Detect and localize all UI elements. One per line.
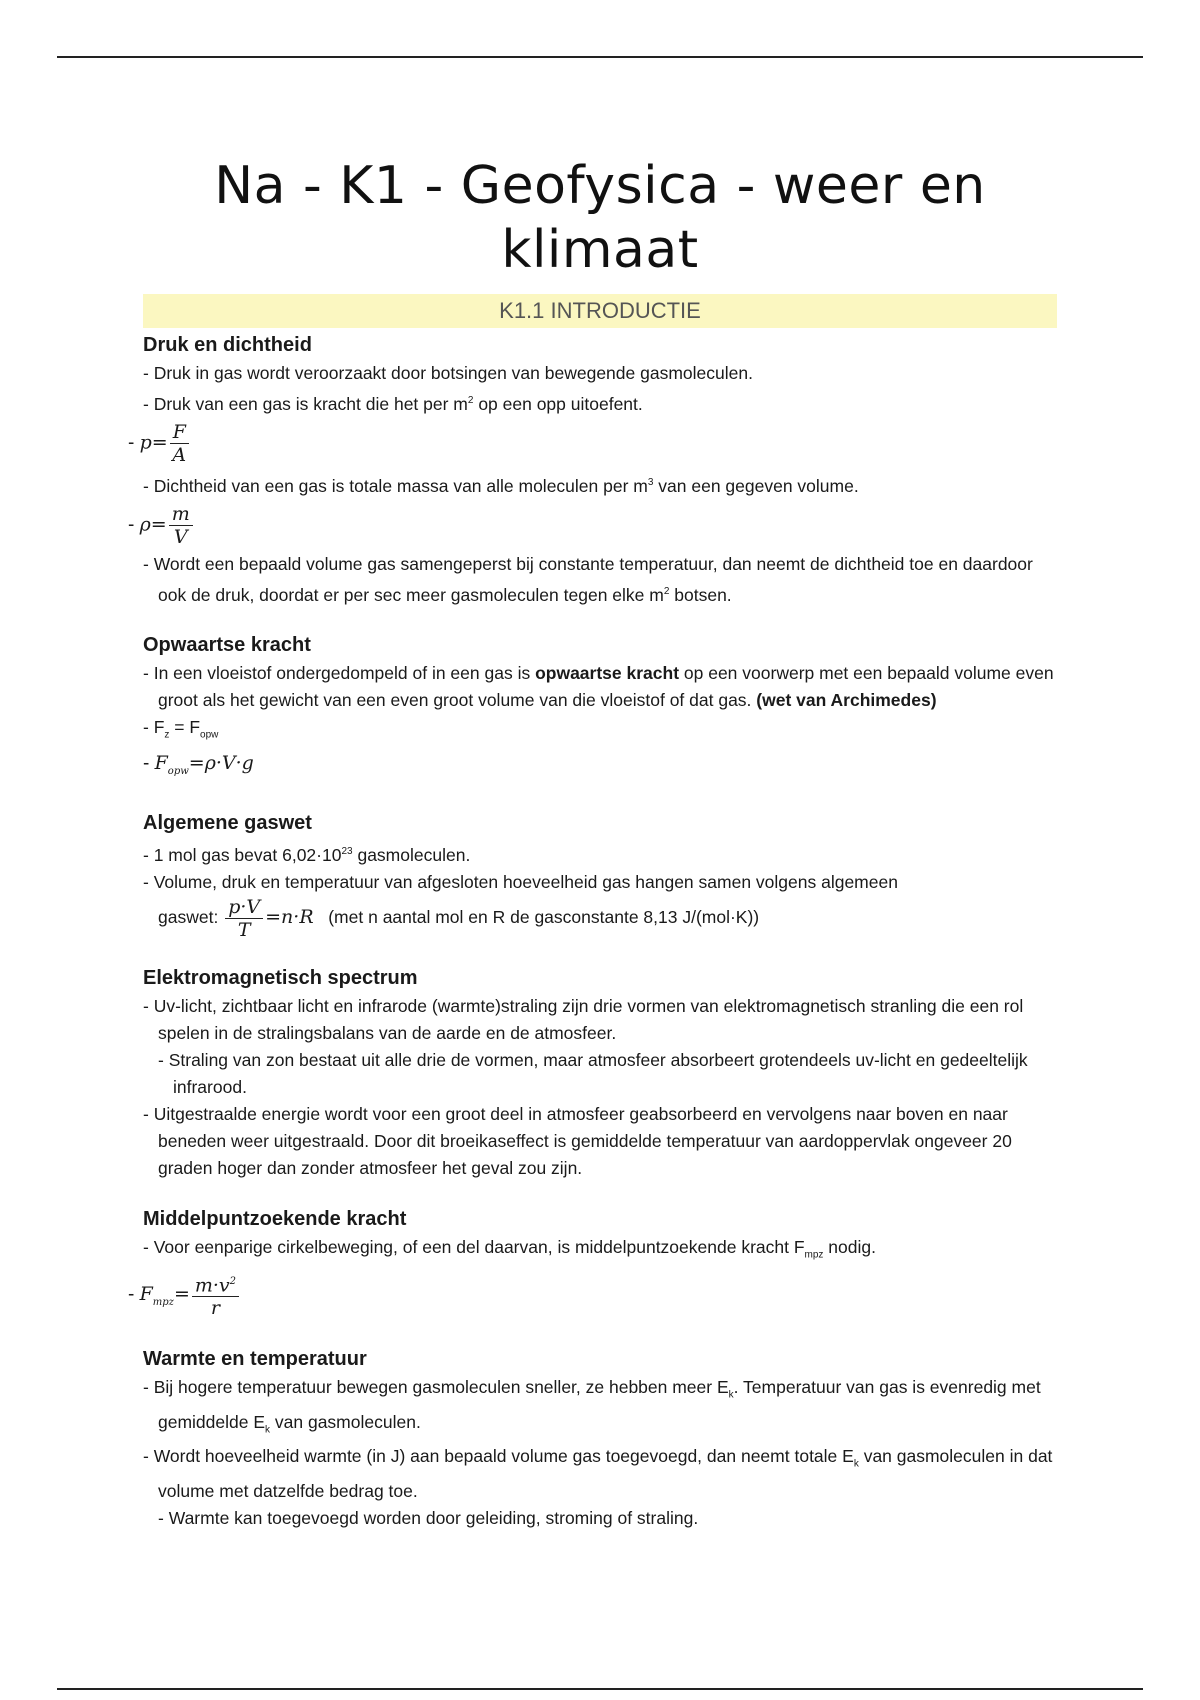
eq-rhs: =ρ·V·g [188,751,254,774]
bullet-text: Druk van een gas is kracht die het per m [153,393,468,414]
subscript: k [728,1389,734,1401]
subscript: mpz [152,1297,174,1309]
bullet-middelpunt-1: - Voor eenparige cirkelbeweging, of een del daarvan, is middelpuntzoekende kracht $F_{mpz}$ nodig. [143,1236,876,1261]
equation-pressure: - p= $\frac{F}{A}$ [143,418,1057,469]
bullet-text: Bij hogere temperatuur bewegen gasmoleculen sneller, ze hebben meer E [153,1377,729,1398]
bullet-text: van gasmoleculen. [270,1411,421,1432]
fraction-numerator: p·V [225,896,263,919]
section-heading-spectrum: Elektromagnetisch spectrum [143,966,418,989]
bullet-text: van gasmoleculen in dat volume met datzelfde bedrag toe. [158,1446,1053,1501]
fraction [192,1271,239,1319]
superscript: 3 [647,476,654,488]
document-body [128,130,1057,1556]
section-opwaarts [143,632,1057,785]
eq-symbol: F [139,1283,153,1306]
eq-lhs: ρ= [139,513,167,536]
section-heading-gaswet: Algemene gaswet [143,811,312,834]
fraction-denominator: A [172,443,187,466]
bullet-text: Wordt een bepaald volume gas samengeperst bij constante temperatuur, dan neemt de dichtheid toe en daardoor ook de druk, doordat er per sec meer gasmoleculen tegen elke m [153,553,1033,605]
bullet-warmte-3: - Warmte kan toegevoegd worden door geleiding, stroming of straling. [158,1507,699,1528]
bullet-text: In een vloeistof ondergedompeld of in een gas is [153,663,536,684]
section-spectrum [143,965,1057,1182]
bullet-druk-3: - Dichtheid van een gas is totale massa van alle moleculen per $m^3$ van een gegeven volume. [143,475,859,496]
bullet-text: gasmoleculen. [352,844,471,865]
page-title: Na - K1 - Geofysica - weer en klimaat [214,156,986,280]
bullet-text: Volume, druk en temperatuur van afgesloten hoeveelheid gas hangen samen volgens algemeen [153,871,898,892]
bullet-text: = F [169,717,201,738]
bullet-text: Druk in gas wordt veroorzaakt door botsingen van bewegende gasmoleculen. [153,363,753,383]
fraction-numerator: m [169,503,193,526]
bullet-text: Straling van zon bestaat uit alle drie de vormen, maar atmosfeer absorbeert grotendeels uv-licht en gedeeltelijk infrarood. [168,1049,1028,1097]
bullet-text: Dichtheid van een gas is totale massa van alle moleculen per m [153,475,648,496]
bullet-druk-1: - Druk in gas wordt veroorzaakt door botsingen van bewegende gasmoleculen. [143,363,753,383]
superscript: 2 [663,585,670,597]
bullet-spectrum-3: - Uitgestraalde energie wordt voor een groot deel in atmosfeer geabsorbeerd en vervolgens naar boven en naar beneden weer uitgestraald. Door dit broeikaseffect is gemiddelde temperatuur van aardoppervlak ongeveer 20 graden hoger dan zonder atmosfeer het geval zou zijn. [143,1103,1012,1178]
equation-density: - ρ= $\frac{m}{V}$ [143,500,1057,551]
bullet-druk-2: - Druk van een gas is kracht die het per $m^2$ op een opp uitoefent. [143,393,643,414]
eq-symbol: F [154,751,168,774]
bottom-rule [57,1688,1143,1690]
bullet-text: Wordt hoeveelheid warmte (in J) aan bepaald volume gas toegevoegd, dan neemt totale E [153,1446,854,1467]
bullet-spectrum-1: - Uv-licht, zichtbaar licht en infrarode (warmte)straling zijn drie vormen van elektromagnetisch stranling die een rol spelen in de stralingsbalans van de aarde en de atmosfeer. [143,995,1024,1043]
bullet-text: Voor eenparige cirkelbeweging, of een del daarvan, is middelpuntzoekende kracht F [153,1236,805,1257]
subscript: opw [200,729,219,741]
bullet-text: Uv-licht, zichtbaar licht en infrarode (warmte)straling zijn drie vormen van elektromagnetisch stranling die een rol spelen in de stralingsbalans van de aarde en de atmosfeer. [153,995,1024,1043]
section-druk [128,332,1057,608]
bullet-opwaarts-2: - $F_z = F_{opw}$ [143,717,219,741]
bullet-text: F [153,717,165,738]
equation-note: (met n aantal mol en R de gasconstante 8,13 J/(mol·K)) [328,906,760,927]
fraction-denominator: T [237,918,251,941]
bullet-text: . Temperatuur van gas is evenredig met gemiddelde E [158,1377,1041,1432]
subscript: z [164,729,170,741]
section-middelpunt [128,1206,1057,1323]
section-heading-druk: Druk en dichtheid [143,334,312,356]
section-heading-middelpunt: Middelpuntzoekende kracht [143,1207,407,1230]
subscript: k [265,1424,271,1436]
bullet-text: botsen. [669,584,732,605]
fraction-numerator [192,1271,239,1297]
subscript: k [853,1458,859,1470]
chapter-heading: K1.1 INTRODUCTIE [143,294,1057,328]
fraction [225,896,263,941]
bullet-opwaarts-1: - In een vloeistof ondergedompeld of in een gas is opwaartse kracht op een voorwerp met een bepaald volume even groot als het gewicht van een even groot volume van die vloeistof of dat gas. (wet van Archimedes) [143,663,1054,711]
bullet-spectrum-2: - Straling van zon bestaat uit alle drie de vormen, maar atmosfeer absorbeert grotendeels uv-licht en gedeeltelijk infrarood. [158,1049,1028,1097]
bullet-text: van een gegeven volume. [653,475,859,496]
equation-buoyancy: - $F_{opw}=\rho\cdot V\cdot g$ [143,751,254,777]
bullet-text: op een voorwerp met een bepaald volume even groot als het gewicht van een even groot volume van die vloeistof of dat gas. [158,663,1054,711]
fraction [169,503,193,548]
fraction-numerator: F [170,421,189,444]
eq-lhs: p= [139,431,168,454]
bullet-text: gaswet: [158,906,224,927]
eq-equals: = [173,1283,190,1306]
subscript: opw [167,765,189,777]
superscript: 2 [467,395,474,406]
bullet-warmte-1: - Bij hogere temperatuur bewegen gasmoleculen sneller, ze hebben meer $E_k$. Temperatuur van gas is evenredig met gemiddelde $E_k$ van gasmoleculen. [143,1377,1041,1436]
section-heading-warmte: Warmte en temperatuur [143,1348,367,1371]
bullet-text: Warmte kan toegevoegd worden door geleiding, stroming of straling. [168,1507,699,1528]
fraction-denominator: V [173,525,188,548]
bullet-text: 1 mol gas bevat 6,02·10 [153,844,342,865]
section-gaswet [143,810,1057,941]
bullet-warmte-2: - Wordt hoeveelheid warmte (in J) aan bepaald volume gas toegevoegd, dan neemt totale $E_k$ van gasmoleculen in dat volume met datzelfde bedrag toe. [143,1446,1053,1501]
bullet-druk-4: - Wordt een bepaald volume gas samengeperst bij constante temperatuur, dan neemt de dichtheid toe en daardoor ook de druk, doordat er per sec meer gasmoleculen tegen elke $m^2$ botsen. [143,553,1033,605]
numerator-text: m·v [194,1274,230,1297]
bullet-text: op een opp uitoefent. [473,393,643,414]
bullet-gaswet-1: - 1 mol gas bevat $6,02\cdot 10^{23}$ gasmoleculen. [143,844,471,865]
bold-term: (wet van Archimedes) [756,690,937,711]
top-rule [57,56,1143,58]
superscript: 2 [229,1276,237,1288]
superscript: 23 [341,845,353,857]
bullet-text: nodig. [823,1236,876,1257]
bullet-text: Uitgestraalde energie wordt voor een groot deel in atmosfeer geabsorbeerd en vervolgens naar boven en naar beneden weer uitgestraald. Door dit broeikaseffect is gemiddelde temperatuur van aardoppervlak ongeveer 20 graden hoger dan zonder atmosfeer het geval zou zijn. [153,1103,1012,1178]
equation-centripetal: - $F_{mpz}=$ $\frac{m\cdot v^2}{r}$ [143,1268,1057,1322]
fraction [170,421,189,466]
bold-term: opwaartse kracht [535,663,680,684]
section-warmte [143,1346,1057,1532]
section-heading-opwaarts: Opwaartse kracht [143,634,311,657]
eq-rhs: =n·R [265,905,314,928]
bullet-gaswet-2: - Volume, druk en temperatuur van afgesloten hoeveelheid gas hangen samen volgens algemeen gaswet: $\frac{p\cdot V}{T}$ =n·R (met n aantal mol en R de gasconstante 8,13 J/(mol·K)) [143,871,898,941]
fraction-denominator: r [210,1297,220,1320]
subscript: mpz [804,1249,824,1261]
